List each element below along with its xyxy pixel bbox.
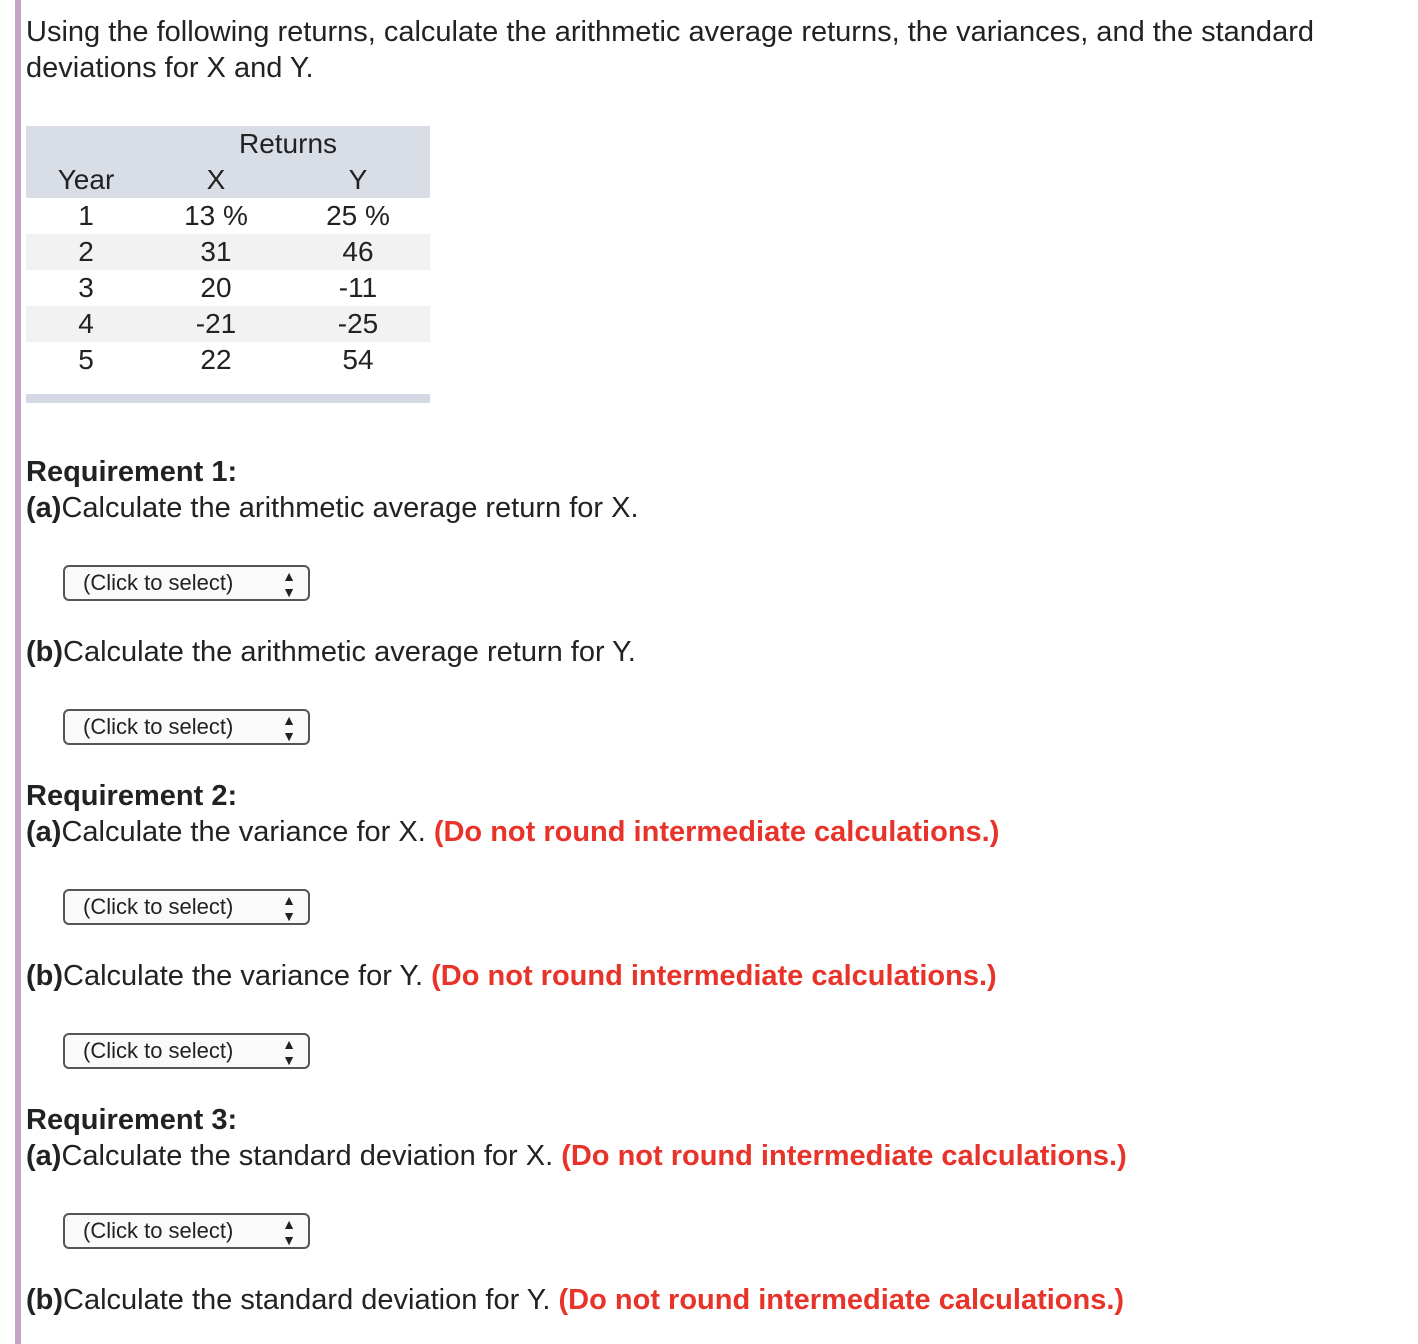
table-row xyxy=(26,198,430,234)
requirement-2 xyxy=(26,778,999,850)
table-header-row xyxy=(26,162,430,198)
requirement-2a-question: (a)Calculate the variance for X. (Do not round intermediate calculations.) xyxy=(26,816,1000,848)
question-intro: Using the following returns, calculate the arithmetic average returns, the variances, and the standard deviations for X and Y. xyxy=(26,16,1314,84)
table-group-header-row xyxy=(26,126,430,162)
select-arrows-icon: ▲ ▼ xyxy=(282,712,296,744)
requirement-1b-question: (b)Calculate the arithmetic average return for Y. xyxy=(26,636,636,668)
x-cell: 22 xyxy=(200,344,232,375)
requirement-2b xyxy=(26,958,997,994)
table-row xyxy=(26,234,430,270)
rounding-note: (Do not round intermediate calculations.) xyxy=(431,960,997,992)
requirement-3a-select[interactable]: (Click to select) ▲ ▼ xyxy=(63,1213,310,1249)
year-cell: 1 xyxy=(78,200,94,231)
select-arrows-icon: ▲ ▼ xyxy=(282,1036,296,1068)
requirement-2-title: Requirement 2: xyxy=(26,780,238,812)
year-cell: 2 xyxy=(78,236,94,267)
requirement-3 xyxy=(26,1102,1127,1174)
table-bottom-rule xyxy=(26,394,430,403)
rounding-note: (Do not round intermediate calculations.) xyxy=(433,816,1000,848)
select-arrows-icon: ▲ ▼ xyxy=(282,1216,296,1248)
select-arrows-icon: ▲ ▼ xyxy=(282,892,296,924)
requirement-3b-question: (b)Calculate the standard deviation for Y. (Do not round intermediate calculations.) xyxy=(26,1284,1125,1316)
y-cell: -11 xyxy=(338,272,378,303)
select-arrows-icon: ▲ ▼ xyxy=(282,568,296,600)
requirement-1b-select[interactable]: (Click to select) ▲ ▼ xyxy=(63,709,310,745)
year-cell: 3 xyxy=(78,272,94,303)
requirement-1 xyxy=(26,454,639,526)
requirement-2a-select[interactable]: (Click to select) ▲ ▼ xyxy=(63,889,310,925)
requirement-3-title: Requirement 3: xyxy=(26,1104,238,1136)
y-cell: 54 xyxy=(342,344,374,375)
left-accent-rule xyxy=(15,0,21,1344)
returns-group-header: Returns xyxy=(238,128,338,159)
x-cell: 31 xyxy=(200,236,232,267)
requirement-2b-select[interactable]: (Click to select) ▲ ▼ xyxy=(63,1033,310,1069)
table-row xyxy=(26,342,430,378)
table-row xyxy=(26,306,430,342)
x-cell: -21 xyxy=(195,308,237,339)
table-row xyxy=(26,270,430,306)
requirement-3a-question: (a)Calculate the standard deviation for X. (Do not round intermediate calculations.) xyxy=(26,1140,1127,1172)
year-header: Year xyxy=(57,164,115,195)
y-cell: 46 xyxy=(342,236,374,267)
returns-table xyxy=(26,126,430,378)
x-cell: 13 % xyxy=(184,200,248,231)
y-cell: -25 xyxy=(337,308,379,339)
y-cell: 25 % xyxy=(326,200,390,231)
question-content xyxy=(26,14,1386,1316)
x-cell: 20 xyxy=(200,272,232,303)
requirement-1-title: Requirement 1: xyxy=(26,456,238,488)
requirement-3b xyxy=(26,1282,1124,1318)
requirement-2b-question: (b)Calculate the variance for Y. (Do not round intermediate calculations.) xyxy=(26,960,997,992)
x-header: X xyxy=(206,164,226,195)
requirement-1a-question: (a)Calculate the arithmetic average return for X. xyxy=(26,492,639,524)
rounding-note: (Do not round intermediate calculations.) xyxy=(558,1284,1125,1316)
requirement-1a-select[interactable]: (Click to select) ▲ ▼ xyxy=(63,565,310,601)
rounding-note: (Do not round intermediate calculations.) xyxy=(561,1140,1127,1172)
requirement-1b xyxy=(26,634,636,670)
y-header: Y xyxy=(348,164,368,195)
year-cell: 5 xyxy=(78,344,94,375)
year-cell: 4 xyxy=(78,308,94,339)
